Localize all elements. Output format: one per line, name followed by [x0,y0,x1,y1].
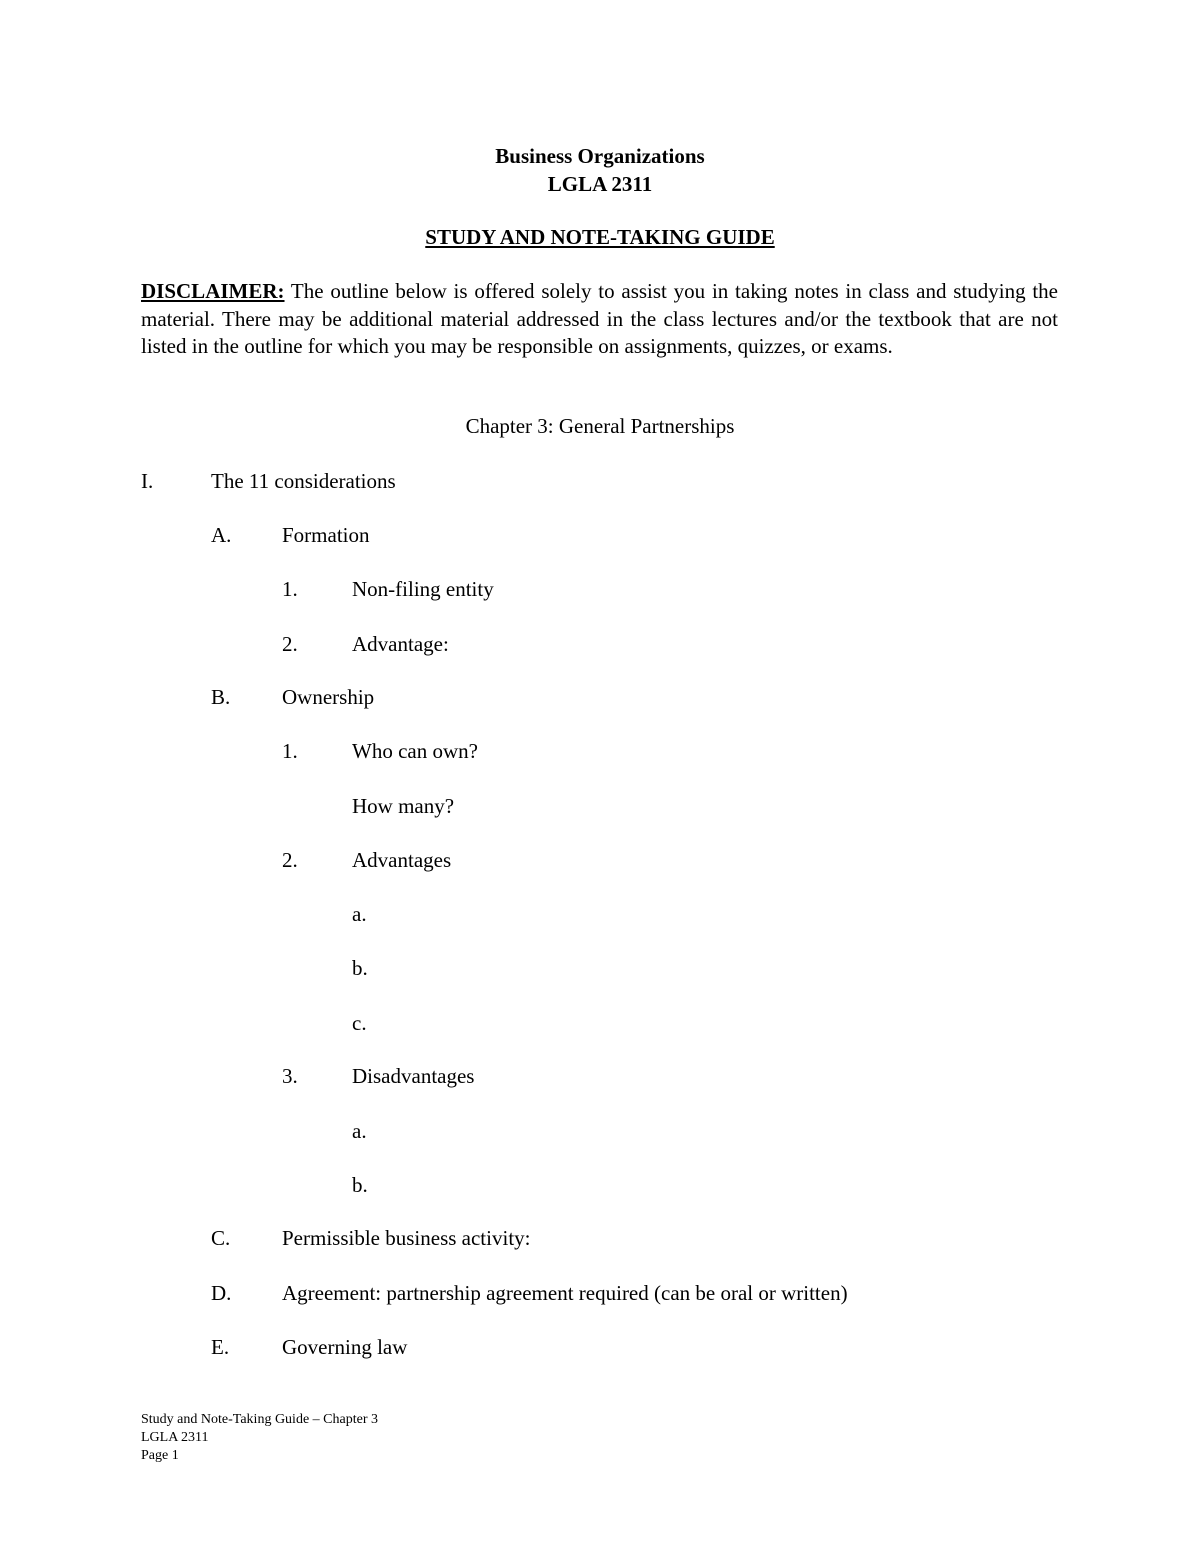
disclaimer-text: The outline below is offered solely to assist you in taking notes in class and studying the material. There may be additional material addressed in the class lectures and/or the textbook that are not listed in the outline for which you may be responsible on assignments, quizzes, or exams. [141,279,1058,358]
course-code: LGLA 2311 [547,172,653,196]
outline-item-I: The 11 considerations [211,469,396,493]
outline-marker-C: C. [211,1226,231,1250]
chapter-heading: Chapter 3: General Partnerships [465,414,735,438]
footer-line-2: LGLA 2311 [141,1430,209,1445]
outline-marker-A1: 1. [282,577,298,601]
course-title: Business Organizations [495,144,705,168]
outline-item-B1-how-many: How many? [352,794,455,818]
disclaimer-label: DISCLAIMER: [141,279,285,303]
outline-item-B3: Disadvantages [352,1064,475,1088]
outline-item-A2: Advantage: [352,632,449,656]
outline-item-D: Agreement: partnership agreement required (can be oral or written) [282,1281,848,1305]
outline-item-B1: Who can own? [352,739,478,763]
outline-marker-B2b: b. [352,956,368,980]
outline-marker-B2c: c. [352,1011,367,1035]
outline-marker-B2: 2. [282,848,298,872]
outline-marker-I: I. [141,469,154,493]
disclaimer-paragraph [141,278,1058,361]
outline-item-E: Governing law [282,1335,408,1359]
guide-title: STUDY AND NOTE-TAKING GUIDE [425,225,775,249]
outline-marker-B3b: b. [352,1173,368,1197]
outline-marker-A2: 2. [282,632,298,656]
outline-item-A1: Non-filing entity [352,577,494,601]
outline-marker-A: A. [211,523,232,547]
outline-marker-E: E. [211,1335,230,1359]
outline-marker-B2a: a. [352,902,367,926]
outline-marker-B3: 3. [282,1064,298,1088]
footer-page-number: Page 1 [141,1448,179,1463]
outline-marker-B1: 1. [282,739,298,763]
outline-item-B2: Advantages [352,848,452,872]
outline-marker-B: B. [211,685,231,709]
footer-line-1: Study and Note-Taking Guide – Chapter 3 [141,1412,378,1427]
outline-marker-B3a: a. [352,1119,367,1143]
outline-item-A: Formation [282,523,370,547]
outline-item-C: Permissible business activity: [282,1226,531,1250]
outline-item-B: Ownership [282,685,375,709]
outline-marker-D: D. [211,1281,232,1305]
